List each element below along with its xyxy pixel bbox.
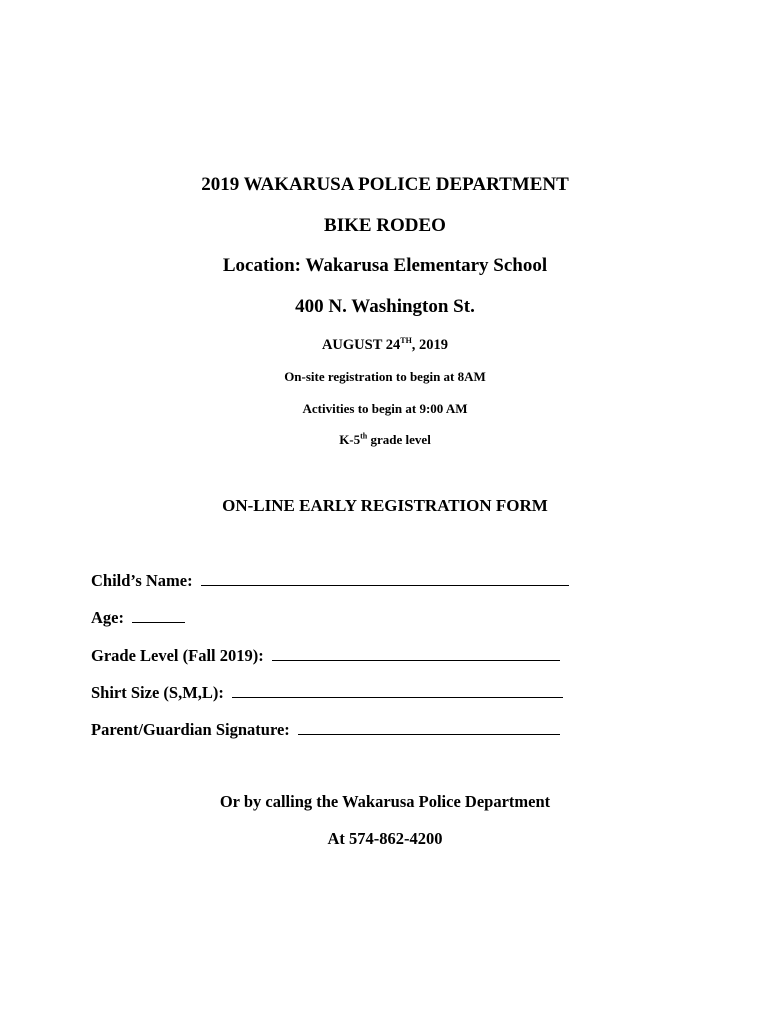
shirt-size-label: Shirt Size (S,M,L): xyxy=(91,683,224,702)
age-blank[interactable] xyxy=(132,607,185,623)
event-location: Location: Wakarusa Elementary School xyxy=(222,255,548,276)
grade-level-ordinal: th xyxy=(360,431,368,441)
childs-name-blank[interactable] xyxy=(201,570,569,586)
childs-name-label: Child’s Name: xyxy=(91,571,193,590)
event-name: BIKE RODEO xyxy=(324,215,446,236)
signature-field[interactable] xyxy=(91,719,560,740)
shirt-size-blank[interactable] xyxy=(232,682,563,698)
signature-label: Parent/Guardian Signature: xyxy=(91,720,290,739)
signature-blank[interactable] xyxy=(298,719,560,735)
activities-time: Activities to begin at 9:00 AM xyxy=(302,401,468,416)
grade-level-suffix: grade level xyxy=(367,432,431,447)
age-label: Age: xyxy=(91,608,124,627)
grade-level-label: Grade Level (Fall 2019): xyxy=(91,646,264,665)
registration-time: On-site registration to begin at 8AM xyxy=(284,369,486,384)
childs-name-field[interactable] xyxy=(91,570,569,591)
form-title: ON-LINE EARLY REGISTRATION FORM xyxy=(222,496,548,515)
event-date xyxy=(0,337,770,354)
age-field[interactable] xyxy=(91,607,185,628)
grade-level-prefix: K-5 xyxy=(339,432,361,447)
grade-level-field[interactable] xyxy=(91,645,560,666)
grade-level-info xyxy=(0,432,770,448)
shirt-size-field[interactable] xyxy=(91,682,563,703)
event-address: 400 N. Washington St. xyxy=(295,296,475,317)
event-date-ordinal: TH xyxy=(400,336,412,346)
event-date-suffix: , 2019 xyxy=(411,337,449,353)
phone-registration-note: Or by calling the Wakarusa Police Department xyxy=(219,792,551,811)
grade-level-blank[interactable] xyxy=(272,645,560,661)
document-title: 2019 WAKARUSA POLICE DEPARTMENT xyxy=(201,174,569,195)
event-date-prefix: AUGUST 24 xyxy=(321,337,401,353)
phone-number: At 574-862-4200 xyxy=(327,829,443,848)
